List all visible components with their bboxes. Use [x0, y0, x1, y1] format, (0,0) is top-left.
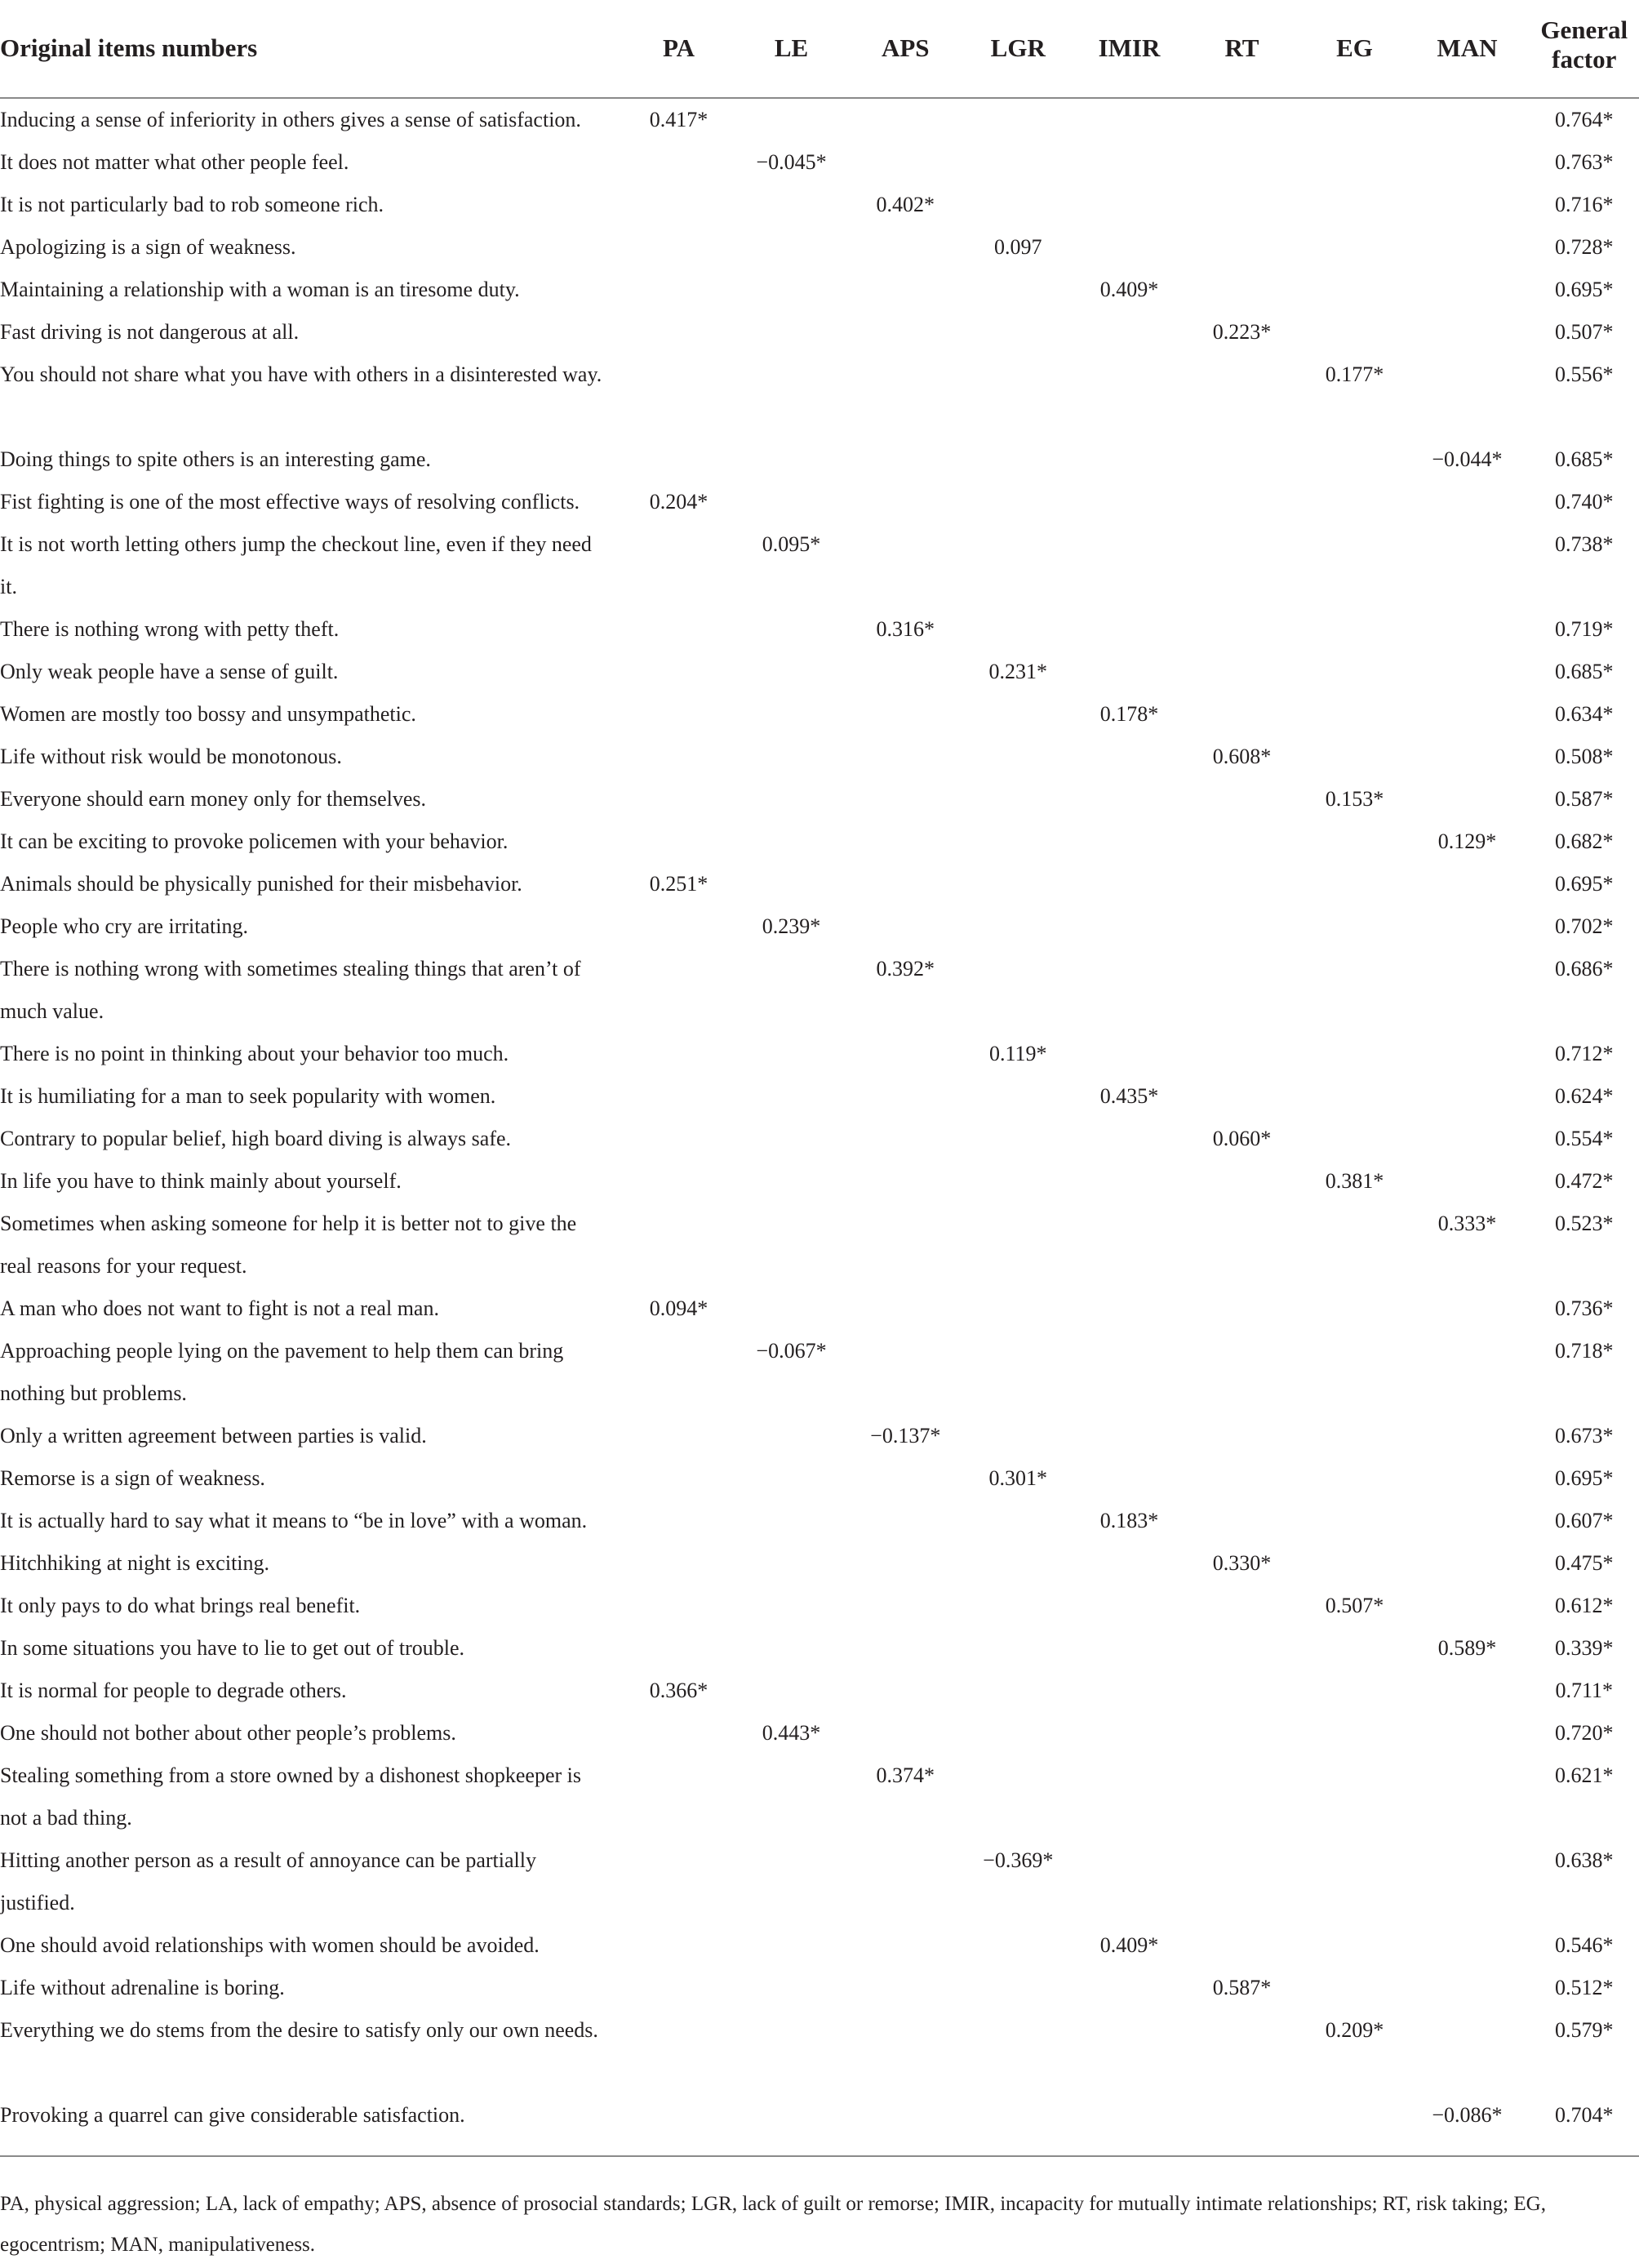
general-factor-loading: 0.472*	[1555, 1169, 1614, 1193]
general-factor-loading: 0.624*	[1555, 1084, 1614, 1108]
factor-loading: −0.086*	[1432, 2103, 1503, 2127]
table-row	[0, 1500, 1639, 1542]
item-text: Fast driving is not dangerous at all.	[0, 320, 300, 344]
factor-loading: −0.137*	[870, 1424, 941, 1448]
factor-loading: 0.209*	[1325, 2018, 1384, 2042]
general-factor-loading: 0.711*	[1555, 1679, 1614, 1702]
factor-loading: 0.231*	[988, 660, 1047, 683]
item-text: It only pays to do what brings real benefit.	[0, 1594, 361, 1617]
table-row	[0, 184, 1639, 226]
table-row	[0, 1118, 1639, 1160]
header-general-line2: factor	[1552, 45, 1617, 73]
table-row	[0, 1754, 1639, 1839]
factor-loading: 0.239*	[762, 914, 821, 938]
table-row	[0, 651, 1639, 693]
general-factor-loading: 0.523*	[1555, 1212, 1614, 1235]
table-row	[0, 1967, 1639, 2009]
table-row	[0, 354, 1639, 438]
table-row	[0, 863, 1639, 905]
table-row	[0, 99, 1639, 141]
table-row	[0, 948, 1639, 1033]
item-text: Everything we do stems from the desire to satisfy only our own needs.	[0, 2018, 598, 2042]
item-text: In life you have to think mainly about yourself.	[0, 1169, 402, 1193]
general-factor-loading: 0.712*	[1555, 1042, 1614, 1065]
factor-loading: 0.251*	[649, 872, 708, 896]
table-row	[0, 1287, 1639, 1330]
general-factor-loading: 0.718*	[1555, 1339, 1614, 1363]
table-row	[0, 438, 1639, 481]
factor-loading: 0.129*	[1437, 829, 1497, 853]
table-header	[0, 0, 1639, 99]
table-row	[0, 2094, 1639, 2137]
factor-loading: 0.435*	[1099, 1084, 1159, 1108]
factor-loading: 0.330*	[1212, 1551, 1272, 1575]
header-col-pa: PA	[662, 33, 695, 62]
table-row	[0, 736, 1639, 778]
item-text: Fist fighting is one of the most effective ways of resolving conflicts.	[0, 490, 580, 514]
factor-loading: 0.177*	[1325, 362, 1384, 386]
item-text: Stealing something from a store owned by a dishonest shopkeeper is not a bad thing.	[0, 1763, 581, 1830]
table-row	[0, 1924, 1639, 1967]
item-text: Approaching people lying on the pavement to help them can bring nothing but problems.	[0, 1339, 564, 1405]
item-text: Apologizing is a sign of weakness.	[0, 235, 296, 259]
table-row	[0, 1585, 1639, 1627]
factor-loading: 0.608*	[1212, 745, 1272, 768]
factor-loading: 0.153*	[1325, 787, 1384, 811]
item-text: Hitchhiking at night is exciting.	[0, 1551, 270, 1575]
general-factor-loading: 0.685*	[1555, 447, 1614, 471]
item-text: Only weak people have a sense of guilt.	[0, 660, 339, 683]
item-text: Everyone should earn money only for themselves.	[0, 787, 427, 811]
general-factor-loading: 0.673*	[1555, 1424, 1614, 1448]
item-text: Sometimes when asking someone for help it is better not to give the real reasons for your request.	[0, 1212, 577, 1278]
factor-loading: 0.301*	[988, 1466, 1047, 1490]
item-text: Only a written agreement between parties is valid.	[0, 1424, 427, 1448]
table-row	[0, 608, 1639, 651]
item-text: A man who does not want to fight is not a real man.	[0, 1296, 439, 1320]
table-row	[0, 1203, 1639, 1287]
factor-loading: 0.204*	[649, 490, 708, 514]
table-row	[0, 905, 1639, 948]
item-text: There is no point in thinking about your behavior too much.	[0, 1042, 509, 1065]
general-factor-loading: 0.475*	[1555, 1551, 1614, 1575]
factor-loading: 0.119*	[988, 1042, 1047, 1065]
general-factor-loading: 0.556*	[1555, 362, 1614, 386]
general-factor-loading: 0.736*	[1555, 1296, 1614, 1320]
header-col-man: MAN	[1437, 33, 1498, 62]
general-factor-loading: 0.763*	[1555, 150, 1614, 174]
table-row	[0, 141, 1639, 184]
table-row	[0, 1330, 1639, 1415]
general-factor-loading: 0.634*	[1555, 702, 1614, 726]
factor-loading: 0.587*	[1212, 1976, 1272, 1999]
factor-loading: 0.097	[994, 235, 1042, 259]
general-factor-loading: 0.339*	[1555, 1636, 1614, 1660]
factor-loading: 0.417*	[649, 108, 708, 131]
factor-loading: 0.409*	[1099, 1933, 1159, 1957]
factor-loading: 0.392*	[876, 957, 935, 981]
item-text: It is humiliating for a man to seek popularity with women.	[0, 1084, 496, 1108]
item-text: Hitting another person as a result of annoyance can be partially justified.	[0, 1848, 536, 1914]
factor-loading: 0.589*	[1437, 1636, 1497, 1660]
factor-loading: −0.067*	[756, 1339, 827, 1363]
item-text: Remorse is a sign of weakness.	[0, 1466, 265, 1490]
general-factor-loading: 0.682*	[1555, 829, 1614, 853]
general-factor-loading: 0.704*	[1555, 2103, 1614, 2127]
factor-loading: −0.045*	[756, 150, 827, 174]
general-factor-loading: 0.621*	[1555, 1763, 1614, 1787]
general-factor-loading: 0.695*	[1555, 872, 1614, 896]
item-text: Life without risk would be monotonous.	[0, 745, 342, 768]
general-factor-loading: 0.728*	[1555, 235, 1614, 259]
table-row	[0, 1670, 1639, 1712]
factor-loading: 0.366*	[649, 1679, 708, 1702]
item-text: It is normal for people to degrade others.	[0, 1679, 347, 1702]
table-row	[0, 523, 1639, 608]
table-row	[0, 269, 1639, 311]
factor-loading: 0.178*	[1099, 702, 1159, 726]
general-factor-loading: 0.716*	[1555, 193, 1614, 216]
general-factor-loading: 0.507*	[1555, 320, 1614, 344]
header-items: Original items numbers	[0, 33, 258, 62]
general-factor-loading: 0.508*	[1555, 745, 1614, 768]
factor-loading: 0.095*	[762, 532, 821, 556]
table-row	[0, 820, 1639, 863]
table-row	[0, 226, 1639, 269]
header-general-line1: General	[1540, 16, 1628, 44]
table-row	[0, 1457, 1639, 1500]
table-row	[0, 1839, 1639, 1924]
factor-loading: 0.223*	[1212, 320, 1272, 344]
general-factor-loading: 0.764*	[1555, 108, 1614, 131]
general-factor-loading: 0.546*	[1555, 1933, 1614, 1957]
header-col-imir: IMIR	[1098, 33, 1161, 62]
item-text: It does not matter what other people feel.	[0, 150, 349, 174]
header-col-lgr: LGR	[990, 33, 1046, 62]
item-text: Women are mostly too bossy and unsympathetic.	[0, 702, 416, 726]
factor-loading: 0.060*	[1212, 1127, 1272, 1150]
item-text: One should avoid relationships with women should be avoided.	[0, 1933, 540, 1957]
general-factor-loading: 0.740*	[1555, 490, 1614, 514]
general-factor-loading: 0.719*	[1555, 617, 1614, 641]
item-text: People who cry are irritating.	[0, 914, 248, 938]
header-col-le: LE	[774, 33, 809, 62]
factor-loading: −0.044*	[1432, 447, 1503, 471]
item-text: It is not worth letting others jump the checkout line, even if they need it.	[0, 532, 592, 598]
header-general-factor	[1531, 16, 1637, 74]
general-factor-loading: 0.738*	[1555, 532, 1614, 556]
item-text: You should not share what you have with others in a disinterested way.	[0, 362, 602, 386]
general-factor-loading: 0.695*	[1555, 278, 1614, 301]
table-row	[0, 481, 1639, 523]
factor-loading: 0.316*	[876, 617, 935, 641]
table-row	[0, 1160, 1639, 1203]
factor-loading: 0.402*	[876, 193, 935, 216]
item-text: Inducing a sense of inferiority in others gives a sense of satisfaction.	[0, 108, 581, 131]
item-text: Animals should be physically punished for their misbehavior.	[0, 872, 522, 896]
general-factor-loading: 0.512*	[1555, 1976, 1614, 1999]
table-row	[0, 2009, 1639, 2094]
item-text: Provoking a quarrel can give considerable satisfaction.	[0, 2103, 465, 2127]
table-body	[0, 99, 1639, 2137]
item-text: It can be exciting to provoke policemen with your behavior.	[0, 829, 509, 853]
general-factor-loading: 0.607*	[1555, 1509, 1614, 1532]
factor-loading: 0.333*	[1437, 1212, 1497, 1235]
table-row	[0, 1033, 1639, 1075]
general-factor-loading: 0.695*	[1555, 1466, 1614, 1490]
general-factor-loading: 0.685*	[1555, 660, 1614, 683]
general-factor-loading: 0.587*	[1555, 787, 1614, 811]
table-row	[0, 1075, 1639, 1118]
item-text: One should not bother about other people’s problems.	[0, 1721, 456, 1745]
factor-loading: 0.374*	[876, 1763, 935, 1787]
item-text: It is actually hard to say what it means to “be in love” with a woman.	[0, 1509, 588, 1532]
table-footnote: PA, physical aggression; LA, lack of empathy; APS, absence of prosocial standards; LGR, lack of guilt or remorse; IMIR, incapacity for mutually intimate relationships; RT, risk taking; EG, egocentrism; MAN, manipulativeness.	[0, 2193, 1546, 2256]
header-col-eg: EG	[1336, 33, 1373, 62]
general-factor-loading: 0.720*	[1555, 1721, 1614, 1745]
factor-loading: 0.381*	[1325, 1169, 1384, 1193]
table-row	[0, 778, 1639, 820]
general-factor-loading: 0.702*	[1555, 914, 1614, 938]
item-text: Doing things to spite others is an interesting game.	[0, 447, 431, 471]
item-text: It is not particularly bad to rob someone rich.	[0, 193, 384, 216]
item-text: In some situations you have to lie to get out of trouble.	[0, 1636, 465, 1660]
factor-loading: 0.507*	[1325, 1594, 1384, 1617]
item-text: Life without adrenaline is boring.	[0, 1976, 285, 1999]
item-text: There is nothing wrong with petty theft.	[0, 617, 340, 641]
factor-loading: 0.183*	[1099, 1509, 1159, 1532]
table-row	[0, 311, 1639, 354]
header-col-aps: APS	[881, 33, 930, 62]
item-text: Maintaining a relationship with a woman is an tiresome duty.	[0, 278, 520, 301]
table-row	[0, 693, 1639, 736]
factor-loading: 0.409*	[1099, 278, 1159, 301]
header-col-rt: RT	[1224, 33, 1259, 62]
general-factor-loading: 0.612*	[1555, 1594, 1614, 1617]
factor-loading: −0.369*	[983, 1848, 1054, 1872]
item-text: Contrary to popular belief, high board diving is always safe.	[0, 1127, 512, 1150]
general-factor-loading: 0.579*	[1555, 2018, 1614, 2042]
table-row	[0, 1627, 1639, 1670]
table-row	[0, 1712, 1639, 1754]
general-factor-loading: 0.554*	[1555, 1127, 1614, 1150]
table-bottom-rule	[0, 2155, 1639, 2157]
table-row	[0, 1542, 1639, 1585]
table-row	[0, 1415, 1639, 1457]
item-text: There is nothing wrong with sometimes stealing things that aren’t of much value.	[0, 957, 581, 1023]
general-factor-loading: 0.638*	[1555, 1848, 1614, 1872]
factor-loading: 0.094*	[649, 1296, 708, 1320]
general-factor-loading: 0.686*	[1555, 957, 1614, 981]
factor-loading: 0.443*	[762, 1721, 821, 1745]
